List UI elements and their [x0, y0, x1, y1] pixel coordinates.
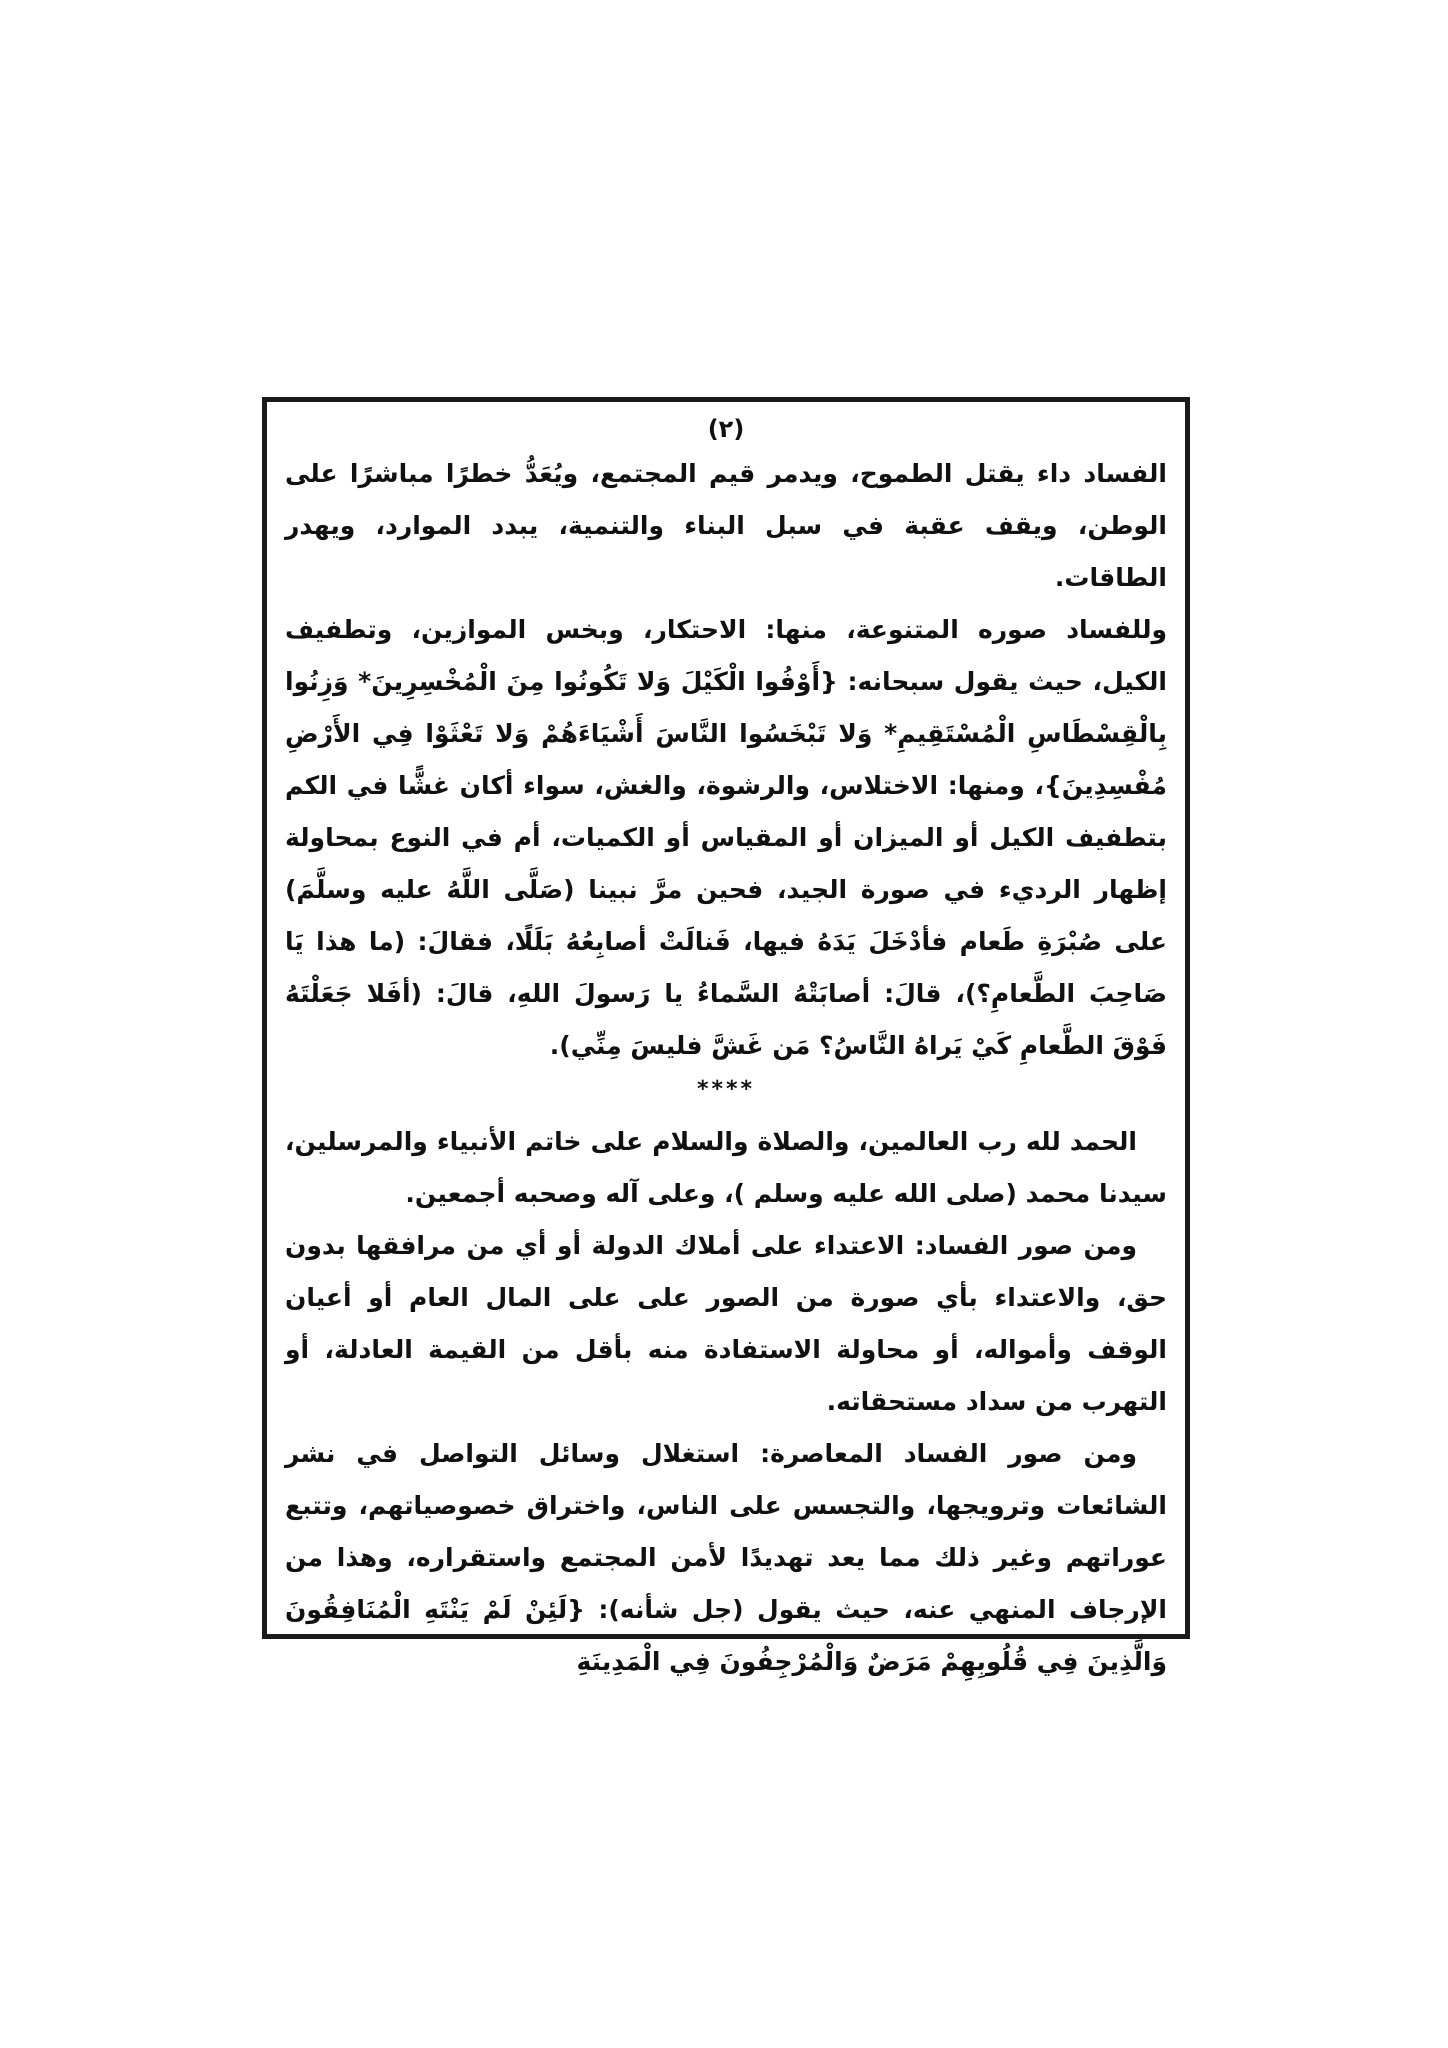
paragraph-state-property: ومن صور الفساد: الاعتداء على أملاك الدولة أو أي من مرافقها بدون حق، والاعتداء بأي صورة من الصور على على المال العام أو أعيان الوقف وأمواله، أو محاولة الاستفادة منه بأقل من القيمة العادلة، أو التهرب من سداد مستحقاته.	[285, 1231, 1167, 1416]
paragraph-corruption-definition: الفساد داء يقتل الطموح، ويدمر قيم المجتمع، ويُعَدُّ خطرًا مباشرًا على الوطن، ويقف عقبة في سبل البناء والتنمية، يبدد الموارد، ويهدر الطاقات.	[285, 459, 1167, 592]
paragraph-corruption-forms: وللفساد صوره المتنوعة، منها: الاحتكار، وبخس الموازين، وتطفيف الكيل، حيث يقول سبحانه: {أَوْفُوا الْكَيْلَ وَلا تَكُونُوا مِنَ الْمُخْسِرِينَ* وَزِنُوا بِالْقِسْطَاسِ الْمُسْتَقِيمِ* وَلا تَبْخَسُوا النَّاسَ أَشْيَاءَهُمْ وَلا تَعْثَوْا فِي الأَرْضِ مُفْسِدِينَ}، ومنها: الاختلاس، والرشوة، والغش، سواء أكان غشًّا في الكم بتطفيف الكيل أو الميزان أو المقياس أو الكميات، أم في النوع بمحاولة إظهار الرديء في صورة الجيد، فحين مرَّ نبينا (صَلَّى اللَّهُ عليه وسلَّمَ) على صُبْرَةِ طَعام فأدْخَلَ يَدَهُ فيها، فَنالَتْ أصابِعُهُ بَلَلًا، فقالَ: (ما هذا يَا صَاحِبَ الطَّعامِ؟)، قالَ: أصابَتْهُ السَّماءُ يا رَسولَ اللهِ، قالَ: (أفَلا جَعَلْتَهُ فَوْقَ الطَّعامِ كَيْ يَراهُ النَّاسُ؟ مَن غَشَّ فليسَ مِنِّي).	[285, 615, 1167, 1060]
page-frame	[262, 397, 1190, 1676]
page-content	[285, 412, 1167, 1676]
section-separator: ****	[696, 1077, 756, 1102]
paragraph-modern-corruption: ومن صور الفساد المعاصرة: استغلال وسائل التواصل في نشر الشائعات وترويجها، والتجسس على الناس، واختراق خصوصياتهم، وتتبع عوراتهم وغير ذلك مما يعد تهديدًا لأمن المجتمع واستقراره، وهذا من الإرجاف المنهي عنه، حيث يقول (جل شأنه): {لَئِنْ لَمْ يَنْتَهِ الْمُنَافِقُونَ وَالَّذِينَ فِي قُلُوبِهِمْ مَرَضٌ وَالْمُرْجِفُونَ فِي الْمَدِينَةِ	[285, 1439, 1167, 1676]
paragraph-praise: الحمد لله رب العالمين، والصلاة والسلام على خاتم الأنبياء والمرسلين، سيدنا محمد (صلى الله عليه وسلم )، وعلى آله وصحبه أجمعين.	[285, 1127, 1167, 1208]
page-number: (٢)	[707, 415, 745, 443]
